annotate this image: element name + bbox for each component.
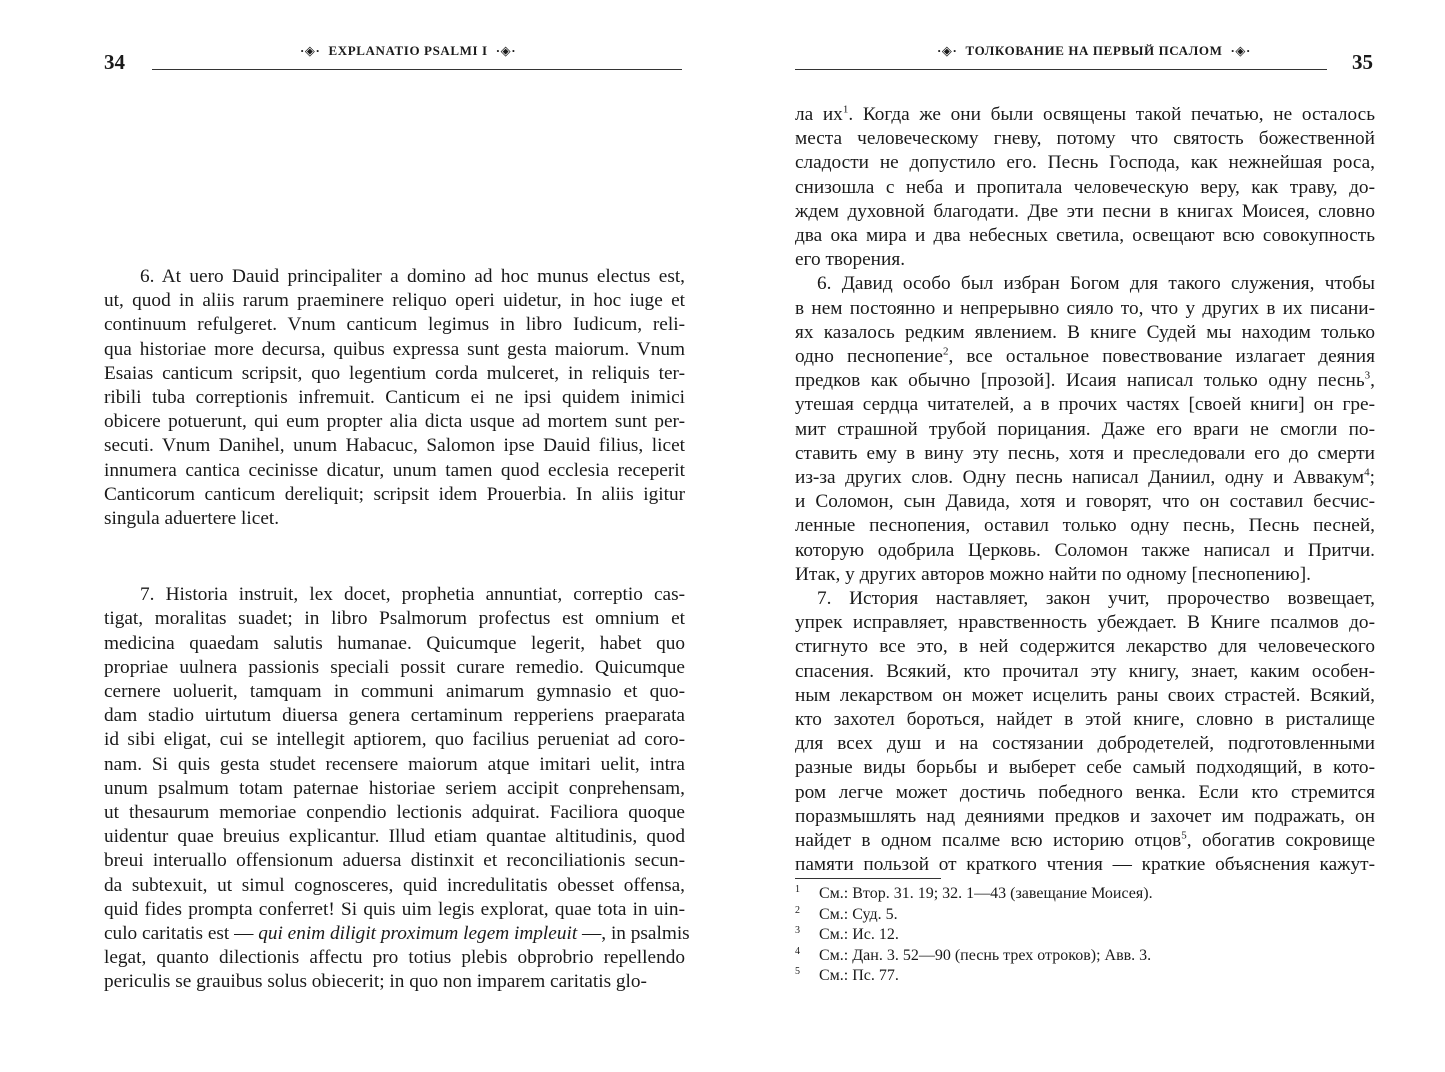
scripture-quote: qui enim diligit proximum legem impleuit: [258, 923, 578, 945]
footnote-text: См.: Дан. 3. 52—90 (песнь трех отроков); Авв. 3.: [819, 946, 1152, 964]
text-line: Итак, у других авторов можно найти по одному [песнопению].: [795, 563, 1311, 585]
text-line: 6. Давид особо был избран Богом для такого служения, чтобы: [817, 273, 1375, 295]
text-line: 7. История наставляет, закон учит, пророчество возвещает,: [817, 588, 1375, 610]
text-line: для всех душ и на состязании добродетелей, подготовленными: [795, 733, 1375, 755]
diamond-ornament-icon: ·◈·: [495, 43, 517, 58]
footnote-text: См.: Втор. 31. 19; 32. 1—43 (завещание Моисея).: [819, 885, 1153, 902]
diamond-ornament-icon: ·◈·: [937, 43, 958, 58]
text-line: nam. Si quis gesta studet recensere maiorum atque imitari uelit, intra: [104, 753, 685, 775]
text-line: места человеческому гневу, потому что святость божественной: [795, 128, 1375, 150]
text-line: кто захотел бороться, найдет в этой книге, словно в ристалище: [795, 709, 1375, 731]
footnote-ref: 3: [1364, 369, 1371, 382]
text-line: его творения.: [795, 249, 906, 271]
footnote-mark: 5: [795, 966, 800, 977]
text-line: сладости не допустило его. Песнь Господа, как нежнейшая роса,: [795, 152, 1375, 174]
text-line: разные виды борьбы и выберет себе самый подходящий, в кото-: [795, 757, 1375, 779]
russian-text: [795, 103, 1375, 878]
footnote-mark: 3: [795, 925, 800, 936]
footnote: [795, 925, 1375, 946]
text-line: снизошла с неба и пропитала человеческую веру, как траву, до-: [795, 176, 1375, 198]
text-line: Canticorum canticum dereliquit; scripsit idem Prouerbia. In aliis igitur: [104, 483, 685, 505]
paragraph-gap: [104, 531, 685, 583]
text-line: legat, quanto dilectionis affectu pro totius plebis obprobrio repellendo: [104, 947, 685, 969]
text-line: ным лекарством он может исцелить раны своих страстей. Всякий,: [795, 684, 1375, 706]
right-page: [722, 0, 1445, 1072]
footnote-mark: 2: [795, 904, 800, 916]
text-line: найдет в одном псалме всю историю отцов$^5$, обогатив сокровище: [795, 829, 1375, 852]
text-line: ribili tuba correptionis infremuit. Canticum ei ne ipsi quidem inimici: [104, 387, 685, 409]
text-line: qua historiae more decursa, quibus expressa sunt gesta maiorum. Vnum: [104, 338, 685, 360]
footnote-ref: 4: [1364, 466, 1370, 479]
text-line: ut, quod in aliis rarum praeminere reliquo operi uidetur, in hoc iuge et: [104, 290, 685, 312]
text-line: и Соломон, сын Давида, хотя и говорят, что он составил бесчис-: [795, 491, 1375, 513]
text-line: два ока мира и два небесных светила, освещают всю совокупность: [795, 225, 1375, 247]
text-line: cernere uoluerit, tamquam in communi animarum gymnasio et quo-: [104, 681, 685, 703]
left-page: [0, 0, 722, 1072]
footnote-mark: 1: [795, 884, 800, 895]
text-line: предков как обычно [прозой]. Исаия написал только одну песнь$^3$,: [795, 369, 1375, 392]
footnote-ref: 5: [1181, 829, 1187, 842]
running-head-title: ТОЛКОВАНИЕ НА ПЕРВЫЙ ПСАЛОМ: [965, 43, 1223, 58]
text-line: поразмышлять над деяниями предков и захочет им подражать, он: [795, 805, 1375, 827]
text-line: medicina quaedam salutis humanae. Quicumque legerit, habet quo: [104, 632, 685, 654]
footnote-rule: [795, 878, 941, 879]
text-line: periculis se grauibus solus obiecerit; in quo non imparem caritatis glo-: [104, 971, 647, 993]
footnote: [795, 905, 1375, 926]
running-head: [937, 43, 1251, 59]
footnote: [795, 946, 1375, 967]
text-line: мит страшной трубой порицания. Даже его враги не смогли по-: [795, 418, 1375, 440]
text-line: ставить ему в вину эту песнь, хотя и преследовали его до смерти: [795, 442, 1375, 464]
text-line: спасения. Всякий, кто прочитал эту книгу, знает, каким особен-: [795, 660, 1375, 682]
text-line: ром легче может достичь победного венка. Если кто стремится: [795, 781, 1375, 803]
header-rule: [795, 69, 1327, 70]
text-line: quid fides prompta conferret! Si quis uim legis explorat, quae tota in uin-: [104, 898, 685, 920]
text-line: которую одобрила Церковь. Соломон также написал и Притчи.: [795, 539, 1375, 561]
text-line: в нем постоянно и непрерывно сияло то, что у других в их писани-: [795, 297, 1375, 319]
text-line: obicere potuerunt, qui eum propter alia dicta usque ad mortem sunt per-: [104, 411, 685, 433]
text-line: secuti. Vnum Danihel, unum Habacuc, Salomon ipse Dauid filius, licet: [104, 435, 685, 457]
running-head: [300, 43, 516, 59]
text-line: утешая сердца читателей, а в прочих частях [своей книги] он гре-: [795, 394, 1375, 416]
text-line: ла $их^1$. Когда же они были освящены такой печатью, не осталось: [795, 103, 1375, 125]
text-line: id sibi eligat, cui se intellegit aptiorem, quo facilius perueniat ad coro-: [104, 729, 685, 751]
footnote: [795, 966, 1375, 987]
latin-text: [104, 265, 690, 995]
footnote: [795, 884, 1375, 905]
footnote-mark: 4: [795, 945, 800, 957]
text-line: innumera cantica cecinisse dicatur, unum tamen quod ecclesia receperit: [104, 459, 685, 481]
text-line: propriae uulnera passionis speciali possit curare remedio. Quicumque: [104, 656, 685, 678]
page-number: 35: [1352, 50, 1373, 74]
text-line: 7. Historia instruit, lex docet, prophetia annuntiat, correptio cas-: [140, 584, 685, 606]
text-line: dam stadio uirtutum diuersa genera certaminum repperiens praeparata: [104, 705, 685, 727]
footnote-ref: 2: [942, 345, 949, 358]
text-line: continuum refulgeret. Vnum canticum legimus in libro Iudicum, reli-: [104, 314, 685, 336]
text-line: ях казалось редким явлением. В книге Судей мы находим только: [795, 321, 1375, 343]
text-line: Esaias canticum scripsit, quo legentium corda mulceret, in reliquis ter-: [104, 362, 685, 384]
text-line: culo caritatis est — qui enim diligit proximum legem impleuit —, in psalmis: [104, 923, 690, 945]
footnote-ref: 1: [842, 103, 849, 116]
footnote-text: См.: Пс. 77.: [819, 967, 899, 984]
header-rule: [152, 69, 682, 70]
page-number: 34: [104, 50, 125, 74]
text-line: da subtexuit, ut simul cognosceres, quid incredulitatis obesset offensa,: [104, 874, 685, 896]
diamond-ornament-icon: ·◈·: [1230, 43, 1251, 58]
text-line: tigat, moralitas suadet; in libro Psalmorum profectus est omnium et: [104, 608, 685, 630]
text-line: unum psalmum totam paternae historiae seriem accipit conprehensam,: [104, 777, 685, 799]
footnote-text: См.: Суд. 5.: [819, 905, 898, 923]
running-head-title: EXPLANATIO PSALMI I: [328, 43, 488, 58]
text-line: ленные песнопения, оставил только одну песнь, Песнь песней,: [795, 515, 1375, 537]
footnote-text: См.: Ис. 12.: [819, 926, 899, 943]
footnotes: [795, 884, 1375, 987]
text-line: из-за других слов. Одну песнь написал Даниил, одну и Аввакум$^4$;: [795, 466, 1375, 489]
text-line: упрек исправляет, нравственность убеждает. В Книге псалмов до-: [795, 612, 1375, 634]
text-line: памяти пользой от краткого чтения — краткие объяснения кажут-: [795, 854, 1375, 876]
text-line: ждем духовной благодати. Две эти песни в книгах Моисея, словно: [795, 200, 1375, 222]
text-line: breui interuallo offensionum aduersa distinxit et reconciliationis secun-: [104, 850, 685, 872]
diamond-ornament-icon: ·◈·: [300, 43, 321, 58]
text-line: одно песнопение$^2$, все остальное повествование излагает деяния: [795, 345, 1375, 368]
text-line: singula aduertere licet.: [104, 508, 280, 530]
text-line: uidentur quae breuius explicantur. Illud etiam quantae altitudinis, quod: [104, 826, 685, 848]
text-line: ut thesaurum memoriae conpendio lectionis adquirat. Faciliora quoque: [104, 802, 685, 824]
text-line: 6. At uero Dauid principaliter a domino ad hoc munus electus est,: [140, 266, 685, 287]
text-line: стигнуто все это, в ней содержится лекарство для человеческого: [795, 636, 1375, 658]
